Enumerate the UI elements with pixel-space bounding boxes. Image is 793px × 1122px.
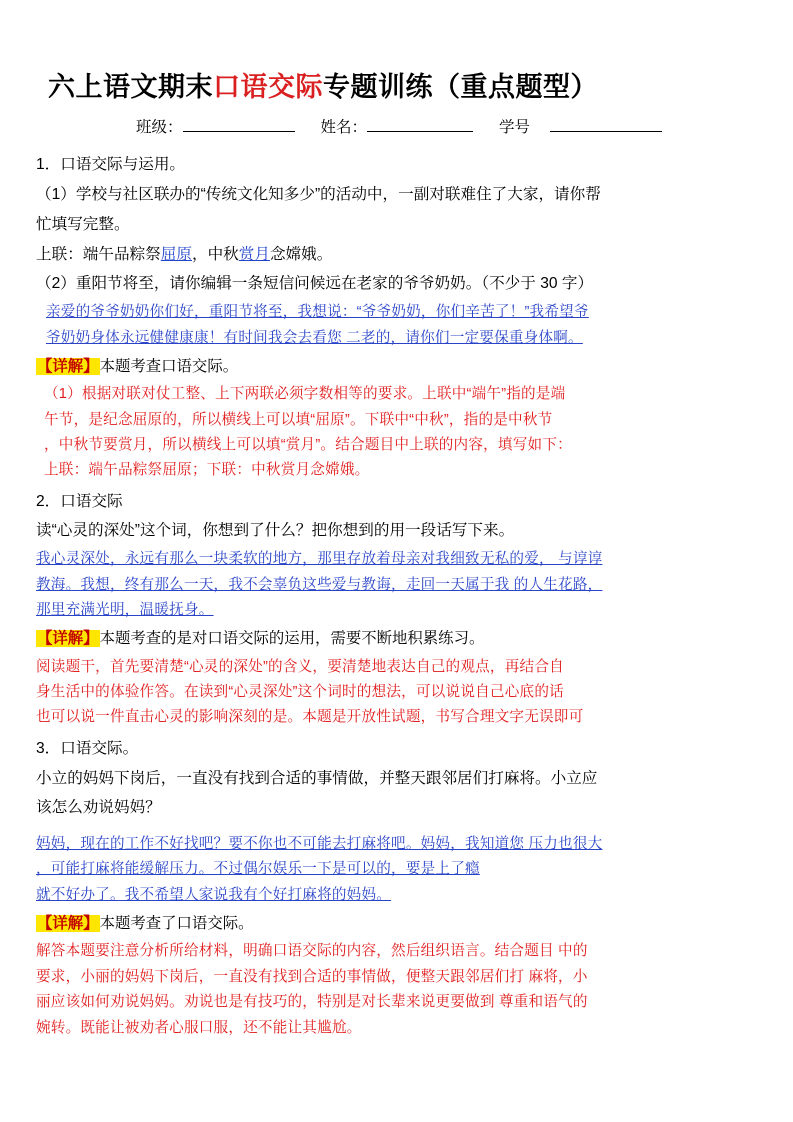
section-2-answer-line-3: 那里充满光明，温暖抚身。: [36, 602, 214, 618]
number-blank[interactable]: [550, 131, 662, 132]
section-3-answer-line-2: ，可能打麻将能缓解压力。不过偶尔娱乐一下是可以的，要是上了瘾: [36, 861, 480, 878]
section-3-explain-line-2: 要求，小丽的妈妈下岗后，一直没有找到合适的事情做，便整天跟邻居们打 麻将，小: [36, 968, 588, 985]
section-2-answer-line-1: 我心灵深处，永远有那么一块柔软的地方，那里存放着母亲对我细致无私的爱， 与谆谆: [36, 551, 603, 568]
section-2-heading: 2．口语交际: [36, 492, 123, 510]
explain-tag: 【详解】: [37, 357, 99, 375]
section-3-explain-line-4: 婉转。既能让被劝者心服口服，还不能让其尴尬。: [36, 1019, 362, 1036]
section-3-answer-line-1: 妈妈，现在的工作不好找吧？要不你也不可能去打麻将吧。妈妈，我知道您 压力也很大: [36, 836, 603, 852]
class-blank[interactable]: [183, 131, 295, 132]
title-after: 专题训练（重点题型）: [323, 72, 598, 102]
section-1-question-line-1: （1）学校与社区联办的“传统文化知多少”的活动中，一副对联难住了大家，请你帮: [36, 186, 601, 204]
section-1-explain-head: 本题考查口语交际。: [99, 357, 239, 375]
section-3-explain-header: [36, 911, 757, 937]
couplet-answer-2[interactable]: 赏月: [238, 245, 270, 263]
section-3-answer[interactable]: [36, 832, 757, 908]
section-3-question-line-1: 小立的妈妈下岗后，一直没有找到合适的事情做，并整天跟邻居们打麻将。小立应: [36, 769, 598, 787]
section-1-question-2: （2）重阳节将至，请你编辑一条短信问候远在老家的爷爷奶奶。（不少于 30 字）: [36, 275, 594, 293]
section-3-explain-line-1: 解答本题要注意分析所给材料，明确口语交际的内容，然后组织语言。结合题目 中的: [36, 943, 588, 960]
section-3-explain-head: 本题考查了口语交际。: [99, 915, 254, 933]
page-title: [48, 70, 757, 105]
section-2-explain-line-2: 身生活中的体验作答。在读到“心灵深处”这个词时的想法，可以说说自己心底的话: [36, 683, 564, 700]
name-blank[interactable]: [367, 131, 473, 132]
explain-tag: 【详解】: [37, 630, 99, 648]
section-3-explain-line-3: 丽应该如何劝说妈妈。劝说也是有技巧的，特别是对长辈来说更要做到 尊重和语气的: [36, 994, 588, 1011]
couplet-prefix: 上联：端午品粽祭: [36, 245, 161, 263]
number-label: 学号: [499, 119, 531, 137]
section-1-question-line-2: 忙填写完整。: [36, 215, 130, 233]
section-2-answer[interactable]: [36, 547, 757, 623]
section-2-question-line-1: 读“心灵的深处”这个词，你想到了什么？把你想到的用一段话写下来。: [36, 522, 515, 540]
section-1-explain-line-1: （1）根据对联对仗工整、上下两联必须字数相等的要求。上联中“端午”指的是端: [44, 386, 566, 403]
class-label: 班级：: [136, 119, 183, 137]
section-1-heading: 1．口语交际与运用。: [36, 156, 186, 174]
section-1-couplet: [36, 241, 757, 269]
section-1-answer-line-2: 爷奶奶身体永远健健康康！有时间我会去看您 二老的，请你们一定要保重身体啊。: [46, 329, 583, 346]
title-before: 六上语文期末: [48, 72, 213, 102]
section-2-explain-head: 本题考查的是对口语交际的运用，需要不断地积累练习。: [99, 630, 485, 648]
section-2-explain-line-3: 也可以说一件直击心灵的影响深刻的是。本题是开放性试题，书写合理文字无误即可: [36, 709, 584, 726]
section-1-answer-line-1: 亲爱的爷爷奶奶你们好，重阳节将至，我想说：“爷爷奶奶，你们辛苦了！”我希望爷: [46, 304, 589, 321]
section-1-explain-line-2: 午节，是纪念屈原的，所以横线上可以填“屈原”。下联中“中秋”，指的是中秋节: [44, 411, 553, 428]
name-label: 姓名：: [320, 119, 368, 137]
couplet-suffix: 念嫦娥。: [269, 245, 333, 263]
title-highlight: 口语交际: [213, 72, 323, 102]
section-1-explain-line-4: 上联：端午品粽祭屈原；下联：中秋赏月念嫦娥。: [44, 462, 370, 479]
section-3-heading: 3．口语交际。: [36, 739, 139, 757]
section-1-explain-header: [36, 354, 757, 380]
explain-tag: 【详解】: [37, 915, 99, 933]
section-3-explain-body: [36, 939, 757, 1041]
student-id-line: [36, 115, 757, 141]
couplet-answer-1[interactable]: 屈原: [160, 245, 192, 263]
section-1-explain-line-3: ，中秋节要赏月，所以横线上可以填“赏月”。结合题目中上联的内容，填写如下：: [44, 436, 572, 453]
section-1-explain-body: [36, 382, 757, 484]
couplet-middle: ，中秋: [191, 245, 239, 263]
section-2-explain-body: [36, 655, 757, 731]
section-2-answer-line-2: 教海。我想，终有那么一天，我不会辜负这些爱与教诲，走回一天属于我 的人生花路，: [36, 576, 603, 593]
section-2-explain-header: [36, 626, 757, 652]
section-3-question-line-2: 该怎么劝说妈妈？: [36, 799, 161, 817]
section-2-explain-line-1: 阅读题干，首先要清楚“心灵的深处”的含义，要清楚地表达自己的观点，再结合自: [36, 658, 564, 675]
section-1-answer[interactable]: [36, 300, 757, 351]
section-3-answer-line-3: 就不好办了。我不希望人家说我有个好打麻将的妈妈。: [36, 886, 392, 903]
